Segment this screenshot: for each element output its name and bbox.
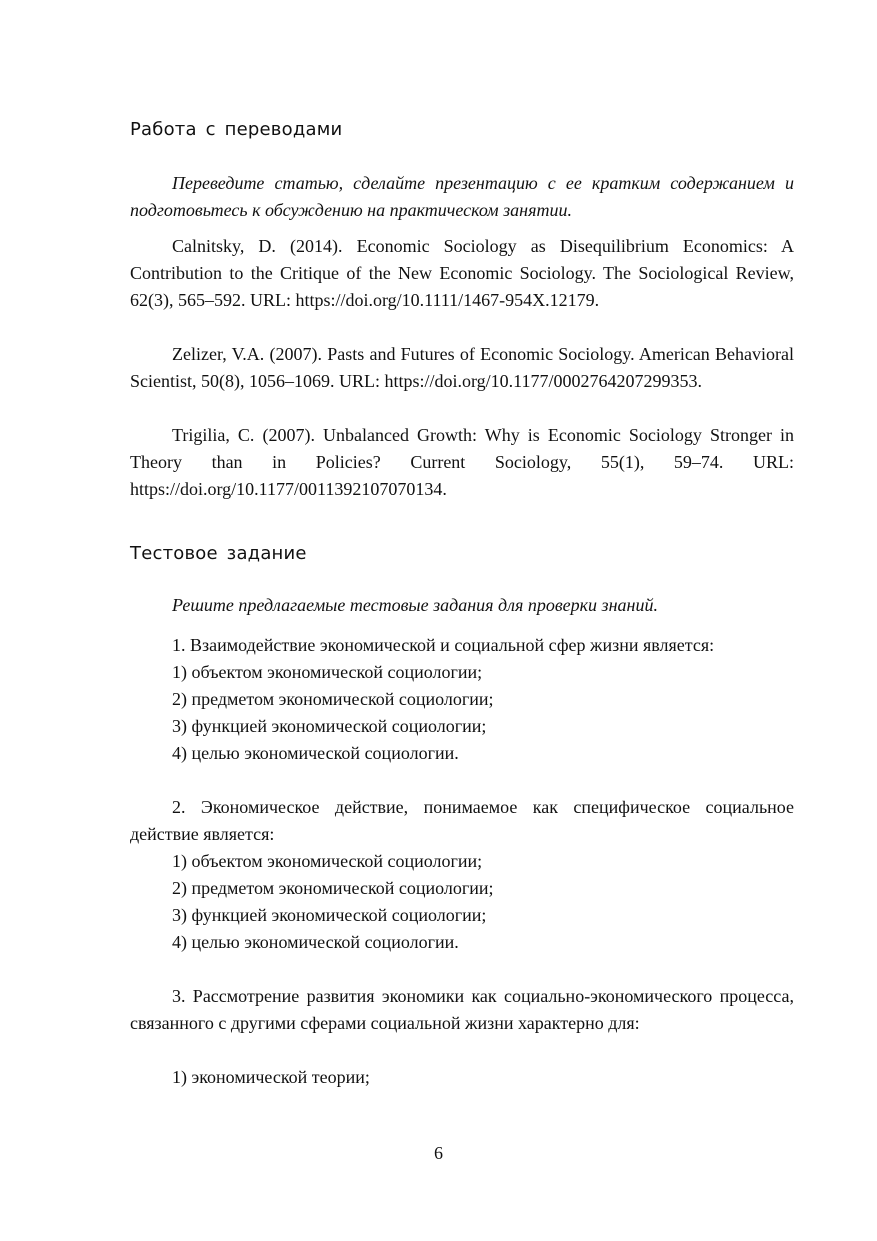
question-3-text: 3. Рассмотрение развития экономики как социально-экономического процесса, связанного с другими сферами социальной жизни характерно для: [130, 986, 794, 1033]
question-2-option: 2) предметом экономической социологии; [172, 878, 494, 898]
question-2-option: 1) объектом экономической социологии; [172, 851, 483, 871]
translations-instruction: Переведите статью, сделайте презентацию с ее кратким содержанием и подготовьтесь к обсуждению на практическом занятии. [130, 173, 794, 220]
question-1-option: 2) предметом экономической социологии; [172, 689, 494, 709]
question-2-option: 3) функцией экономической социологии; [172, 905, 487, 925]
section-heading-translations: Работа с переводами [130, 119, 343, 140]
question-1-option: 4) целью экономической социологии. [172, 743, 459, 763]
page-number: 6 [434, 1143, 443, 1163]
question-1-text: 1. Взаимодействие экономической и социальной сфер жизни является: [172, 635, 715, 655]
question-2-text: 2. Экономическое действие, понимаемое как специфическое социальное действие является: [130, 797, 794, 844]
section-heading-test: Тестовое задание [130, 543, 307, 564]
reference-trigilia: Trigilia, C. (2007). Unbalanced Growth: Why is Economic Sociology Stronger in Theory than in Policies? Current Sociology, 55(1), 59–74. URL: https://doi.org/10.1177/0011392107070134. [130, 425, 794, 499]
question-3-option: 1) экономической теории; [172, 1067, 370, 1087]
question-1-option: 3) функцией экономической социологии; [172, 716, 487, 736]
question-1-option: 1) объектом экономической социологии; [172, 662, 483, 682]
reference-calnitsky: Calnitsky, D. (2014). Economic Sociology as Disequilibrium Economics: A Contribution to the Critique of the New Economic Sociology. The Sociological Review, 62(3), 565–592. URL: https://doi.org/10.1111/1467-954X.12179. [130, 236, 794, 310]
test-instruction: Решите предлагаемые тестовые задания для проверки знаний. [172, 595, 658, 615]
question-2-option: 4) целью экономической социологии. [172, 932, 459, 952]
reference-zelizer: Zelizer, V.A. (2007). Pasts and Futures of Economic Sociology. American Behavioral Scientist, 50(8), 1056–1069. URL: https://doi.org/10.1177/0002764207299353. [130, 344, 794, 391]
